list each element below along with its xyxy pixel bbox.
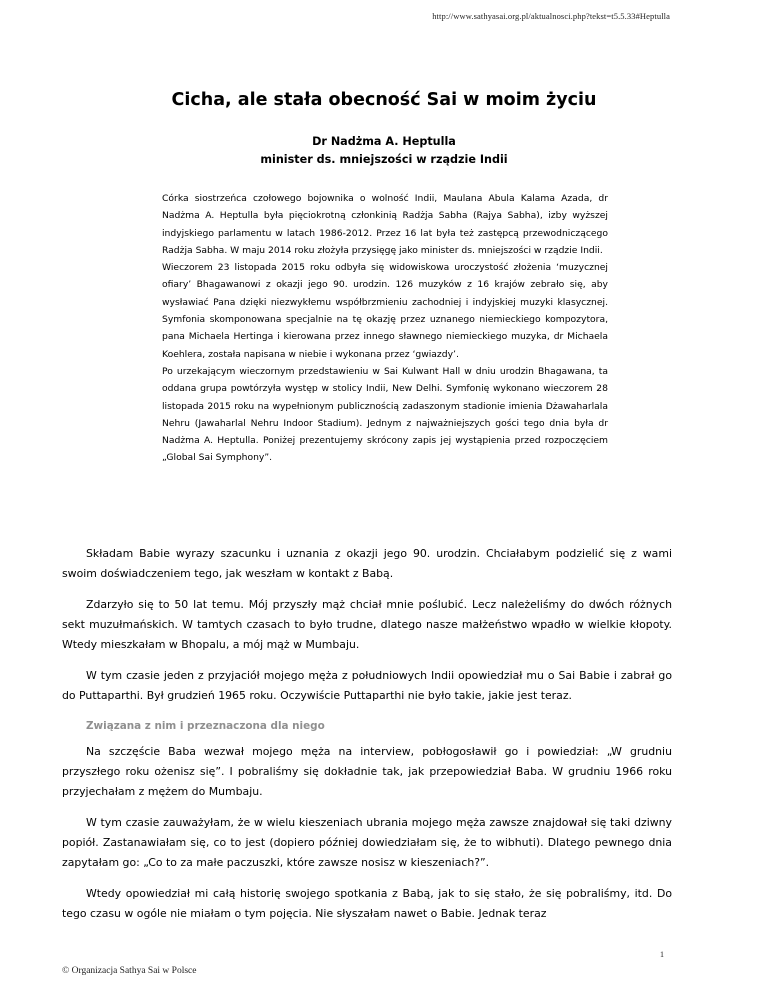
body-paragraph: W tym czasie jeden z przyjaciół mojego męża z południowych Indii opowiedział mu o Sai Babie i zabrał go do Puttaparthi. Był grudzień 1965 roku. Oczywiście Puttaparthi nie było takie, jakie jest teraz. [62,669,672,702]
author-name: Dr Nadżma A. Heptulla [312,135,456,148]
body-paragraph: W tym czasie zauważyłam, że w wielu kieszeniach ubrania mojego męża zawsze znajdował się taki dziwny popiół. Zastanawiałam się, co to jest (dopiero później dowiedziałam się, że to wibhuti). Dlatego pewnego dnia zapytałam go: „Co to za małe paczuszki, które zawsze nosisz w kieszeniach?”. [62,816,672,869]
source-url[interactable]: http://www.sathyasai.org.pl/aktualnosci.php?tekst=t5.5.33#Heptulla [432,11,670,21]
page-title: Cicha, ale stała obecność Sai w moim życiu [171,90,597,110]
article-body [62,544,672,935]
intro-section [162,190,608,467]
author-block [0,133,768,169]
footer-copyright: © Organizacja Sathya Sai w Polsce [62,966,197,976]
body-paragraph: Zdarzyło się to 50 lat temu. Mój przyszły mąż chciał mnie poślubić. Lecz należeliśmy do dwóch różnych sekt muzułmańskich. W tamtych czasach to było trudne, dlatego nasze małżeństwo wpadło w wielkie kłopoty. Wtedy mieszkałam w Bhopalu, a mój mąż w Mumbaju. [62,598,672,651]
page-number: 1 [660,950,664,959]
body-paragraph: Na szczęście Baba wezwał mojego męża na interview, pobłogosławił go i powiedział: „W grudniu przyszłego roku ożenisz się”. I pobraliśmy się dokładnie tak, jak przepowiedział Baba. W grudniu 1966 roku przyjechałam z mężem do Mumbaju. [62,745,672,798]
intro-paragraph: Córka siostrzeńca czołowego bojownika o wolność Indii, Maulana Abula Kalama Azada, dr Nadżma A. Heptulla była pięciokrotną członkinią Radżja Sabha (Rajya Sabha), izby wyższej indyjskiego parlamentu w latach 1986-2012. Przez 16 lat była też zastępcą przewodniczącego Radżja Sabha. W maju 2014 roku złożyła przysięgę jako minister ds. mniejszości w rządzie Indii. [162,193,608,256]
intro-paragraph: Wieczorem 23 listopada 2015 roku odbyła się widowiskowa uroczystość złożenia ‘muzycznej ofiary’ Bhagawanowi z okazji jego 90. urodzin. 126 muzyków z 16 krajów zebrało się, aby wysławiać Pana dzięki niezwykłemu współbrzmieniu zachodniej i indyjskiej muzyki klasycznej. Symfonia skomponowana specjalnie na tę okazję przez uznanego niemieckiego kompozytora, pana Michaela Hertinga i kierowana przez innego sławnego niemieckiego muzyka, dr Michaela Koehlera, została napisana w niebie i wykonana przez ‘gwiazdy’. [162,262,608,360]
intro-paragraph: Po urzekającym wieczornym przedstawieniu w Sai Kulwant Hall w dniu urodzin Bhagawana, ta oddana grupa powtórzyła występ w stolicy Indii, New Delhi. Symfonię wykonano wieczorem 28 listopada 2015 roku na wypełnionym publicznością zadaszonym stadionie imienia Dżawaharlala Nehru (Jawaharlal Nehru Indoor Stadium). Jednym z najważniejszych gości tego dnia była dr Nadżma A. Heptulla. Poniżej prezentujemy skrócony zapis jej wystąpienia przed rozpoczęciem „Global Sai Symphony”. [162,365,608,464]
body-paragraph: Wtedy opowiedział mi całą historię swojego spotkania z Babą, jak to się stało, że się pobraliśmy, itd. Do tego czasu w ogóle nie miałam o tym pojęcia. Nie słyszałam nawet o Babie. Jednak teraz [62,887,672,920]
body-paragraph: Składam Babie wyrazy szacunku i uznania z okazji jego 90. urodzin. Chciałabym podzielić się z wami swoim doświadczeniem tego, jak weszłam w kontakt z Babą. [62,547,672,580]
author-position: minister ds. mniejszości w rządzie Indii [260,153,508,166]
section-heading: Związana z nim i przeznaczona dla niego [86,720,325,732]
